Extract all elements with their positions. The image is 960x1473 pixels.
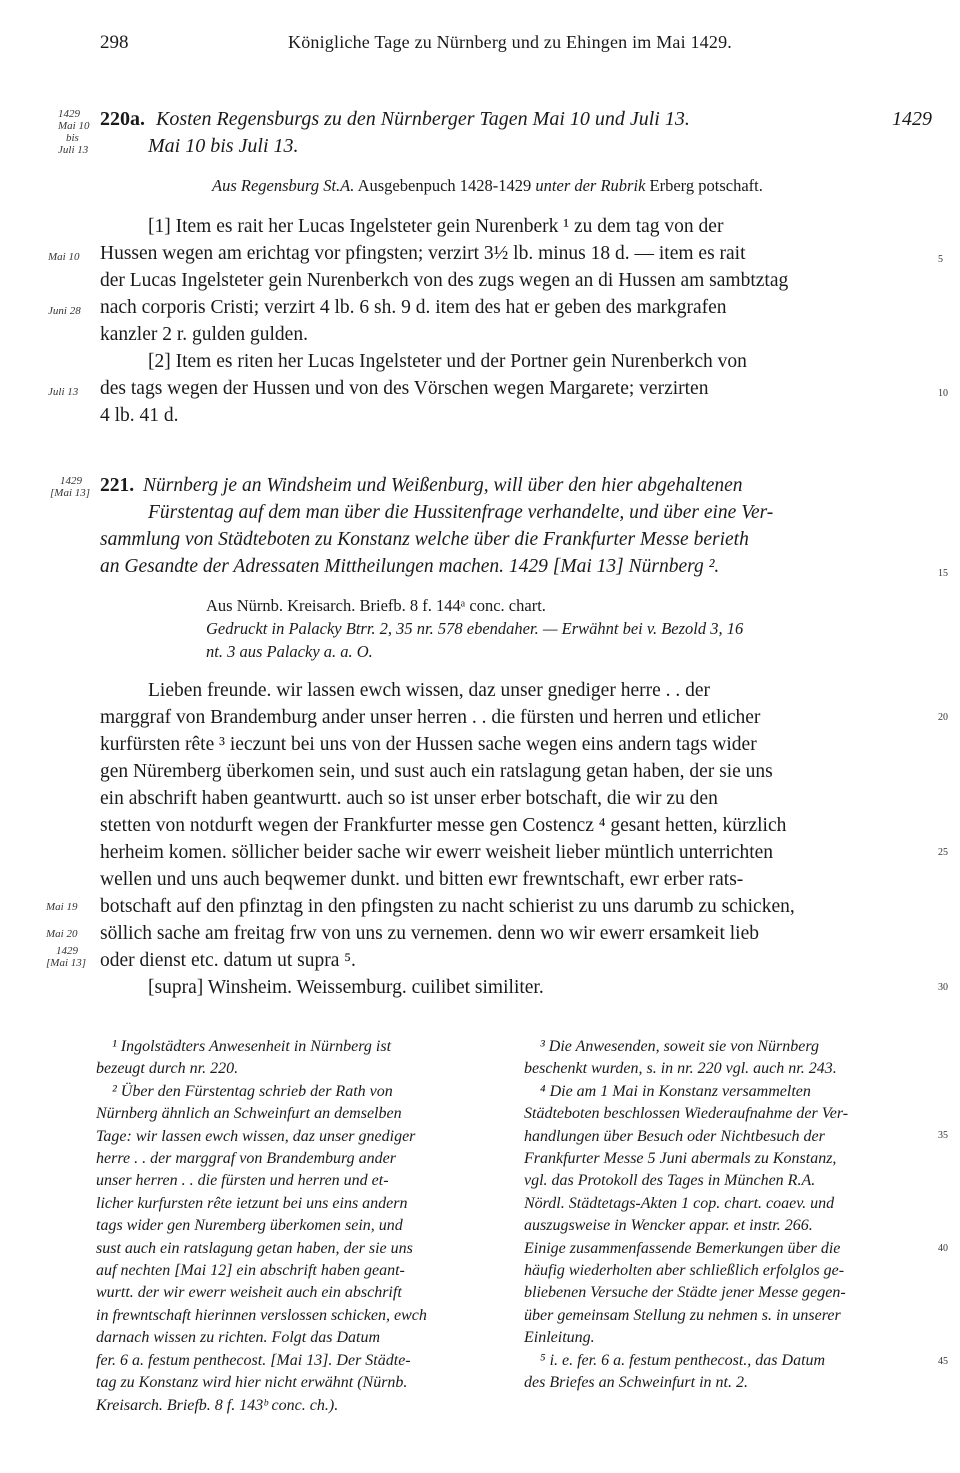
- line-number: 45: [938, 1356, 948, 1367]
- footnote-line: wurtt. der wir ewerr weisheit auch ein abschrift: [96, 1284, 402, 1302]
- doc220-number: 220a.: [100, 108, 145, 130]
- footnote-line: bezeugt durch nr. 220.: [96, 1060, 239, 1078]
- line-number: 30: [938, 982, 948, 993]
- text-line: [2] Item es riten her Lucas Ingelsteter und der Portner gein Nurenberkch von: [148, 351, 747, 372]
- footnote-line: Nürnberg ähnlich an Schweinfurt an demselben: [96, 1105, 402, 1123]
- doc221-title-line: Fürstentag auf dem man über die Hussitenfrage verhandelte, und über eine Ver-: [148, 502, 774, 523]
- text-line: [1] Item es rait her Lucas Ingelsteter gein Nurenberk ¹ zu dem tag von der: [148, 216, 724, 237]
- doc220-title-line2: Mai 10 bis Juli 13.: [148, 135, 299, 157]
- text-line: nach corporis Cristi; verzirt 4 lb. 6 sh. 9 d. item des hat er geben des markgrafen: [100, 297, 727, 318]
- doc221-title-line: an Gesandte der Adressaten Mittheilungen machen. 1429 [Mai 13] Nürnberg ².: [100, 556, 720, 577]
- line-number: 25: [938, 847, 948, 858]
- side-note: Mai 19: [46, 901, 78, 913]
- source-volume: Ausgebenpuch 1428-1429: [357, 176, 532, 195]
- footnote-line: beschenkt wurden, s. in nr. 220 vgl. auch nr. 243.: [524, 1060, 837, 1078]
- footnote-line: Nördl. Städtetags-Akten 1 cop. chart. coaev. und: [524, 1194, 835, 1212]
- side-note: 1429: [56, 945, 78, 957]
- footnote-line: Kreisarch. Briefb. 8 f. 143ᵇ conc. ch.).: [96, 1396, 339, 1414]
- footnote-line: Einige zusammenfassende Bemerkungen über die: [524, 1239, 841, 1257]
- footnotes-right: [524, 1036, 930, 1395]
- source-line: nt. 3 aus Palacky a. a. O.: [206, 642, 373, 661]
- line-number: 15: [938, 568, 948, 579]
- doc221-number: 221.: [100, 475, 135, 496]
- margin-date-line: bis: [66, 132, 79, 144]
- doc220-body: [100, 213, 932, 429]
- text-line: kurfürsten rête ³ ieczunt bei uns von der Hussen sache wegen eins andern tags wider: [100, 734, 757, 755]
- footnote-line: auf nechten [Mai 12] ein abschrift haben geant-: [96, 1262, 405, 1280]
- text-line: oder dienst etc. datum ut supra ⁵.: [100, 950, 356, 971]
- footnote-line: über gemeinsam Stellung zu nehmen s. in unserer: [524, 1306, 841, 1324]
- text-line: söllich sache am freitag frw von uns zu vernemen. denn wo wir ewerr ersamkeit lieb: [100, 923, 759, 944]
- text-line: [supra] Winsheim. Weissemburg. cuilibet similiter.: [148, 977, 544, 998]
- source-line: Aus Nürnb. Kreisarch. Briefb. 8 f. 144ᵃ conc. chart.: [206, 596, 546, 615]
- text-line: gen Nüremberg überkomen sein, und sust auch ein ratslagung getan haben, der sie uns: [100, 761, 773, 782]
- footnote-line: häufig wiederholten aber schließlich erfolglos ge-: [524, 1262, 845, 1280]
- footnote-line: tag zu Konstanz wird hier nicht erwähnt (Nürnb.: [96, 1374, 408, 1392]
- footnote-line: vgl. das Protokoll des Tages in München R.A.: [524, 1172, 816, 1190]
- footnote-line: ¹ Ingolstädters Anwesenheit in Nürnberg ist: [112, 1038, 392, 1055]
- text-line: kanzler 2 r. gulden gulden.: [100, 324, 308, 345]
- side-note: [Mai 13]: [46, 957, 87, 969]
- text-line: 4 lb. 41 d.: [100, 405, 179, 426]
- text-line: wellen und uns auch beqwemer dunkt. und bitten ewr frewntschaft, ewr erber rats-: [100, 869, 744, 890]
- text-line: herheim komen. söllicher beider sache wir ewerr weisheit lieber müntlich unterrichten: [100, 842, 774, 863]
- side-note: Juli 13: [48, 386, 79, 398]
- doc220-title: Kosten Regensburgs zu den Nürnberger Tagen Mai 10 und Juli 13.: [156, 108, 690, 130]
- line-number: 5: [938, 254, 943, 265]
- footnote-line: sust auch ein ratslagung getan haben, der sie uns: [96, 1239, 413, 1257]
- footnote-line: ⁵ i. e. fer. 6 a. festum penthecost., das Datum: [540, 1351, 826, 1369]
- source-line: Gedruckt in Palacky Btrr. 2, 35 nr. 578 ebendaher. — Erwähnt bei v. Bezold 3, 16: [206, 619, 744, 638]
- footnotes-left: [96, 1036, 498, 1417]
- text-line: marggraf von Brandemburg ander unser herren . . die fürsten und herren und etlicher: [100, 707, 761, 728]
- footnote-line: Einleitung.: [524, 1329, 595, 1347]
- footnote-line: licher kurfursten rête ietzunt bei uns eins andern: [96, 1194, 408, 1212]
- text-line: Hussen wegen am erichtag vor pfingsten; verzirt 3½ lb. minus 18 d. — item es rait: [100, 243, 746, 264]
- side-note: Juni 28: [48, 305, 81, 317]
- footnote-line: herre . . der marggraf von Brandemburg ander: [96, 1150, 396, 1168]
- margin-date-221: [50, 475, 90, 499]
- footnote-line: tags wider gen Nuremberg überkomen sein, und: [96, 1217, 403, 1235]
- text-line: ein abschrift haben geantwurtt. auch so ist unser erber botschaft, die wir zu den: [100, 788, 718, 809]
- footnote-line: fer. 6 a. festum penthecost. [Mai 13]. Der Städte-: [96, 1351, 411, 1369]
- doc221-title: Nürnberg je an Windsheim und Weißenburg, will über den hier abgehaltenen: [143, 475, 743, 496]
- footnote-line: des Briefes an Schweinfurt in nt. 2.: [524, 1374, 748, 1392]
- footnote-line: darnach wissen zu richten. Folgt das Datum: [96, 1329, 380, 1347]
- doc221-title-line: sammlung von Städteboten zu Konstanz welche über die Frankfurter Messe berieth: [100, 529, 749, 550]
- margin-date-220: [58, 108, 89, 156]
- footnote-line: Städteboten beschlossen Wiederaufnahme der Ver-: [524, 1105, 849, 1123]
- footnote-line: ³ Die Anwesenden, soweit sie von Nürnberg: [540, 1038, 819, 1055]
- footnote-line: auszugsweise in Wencker appar. et instr. 266.: [524, 1217, 813, 1235]
- text-line: botschaft auf den pfinztag in den pfingsten zu nacht schierist zu uns darumb zu schicken,: [100, 896, 795, 917]
- footnote-line: unser herren . . die fürsten und herren und et-: [96, 1172, 389, 1190]
- footnote-line: ² Über den Fürstentag schrieb der Rath von: [112, 1082, 393, 1100]
- running-title: Königliche Tage zu Nürnberg und zu Ehingen im Mai 1429.: [288, 32, 732, 52]
- text-line: der Lucas Ingelsteter gein Nurenberkch von des zugs wegen an di Hussen am sambtztag: [100, 270, 789, 291]
- line-number: 20: [938, 712, 948, 723]
- line-number: 40: [938, 1243, 948, 1254]
- margin-date-line: Juli 13: [58, 144, 89, 156]
- footnote-line: ⁴ Die am 1 Mai in Konstanz versammelten: [540, 1082, 811, 1100]
- line-number: 10: [938, 388, 948, 399]
- text-line: Lieben freunde. wir lassen ewch wissen, daz unser gnediger herre . . der: [148, 680, 711, 701]
- doc220-source: [212, 174, 763, 197]
- footnote-line: handlungen über Besuch oder Nichtbesuch der: [524, 1127, 825, 1145]
- page-number: 298: [100, 32, 129, 53]
- source-archive: Aus Regensburg St.A.: [212, 176, 355, 195]
- footnote-line: Frankfurter Messe 5 Juni abermals zu Konstanz,: [524, 1150, 837, 1168]
- margin-date-line: Mai 10: [58, 120, 90, 132]
- source-rubric-label: unter der Rubrik: [535, 176, 646, 195]
- side-note: Mai 10: [48, 251, 80, 263]
- side-note-group: [46, 945, 86, 969]
- doc220-heading: [100, 106, 932, 160]
- text-line: stetten von notdurft wegen der Frankfurter messe gen Costencz ⁴ gesant hetten, kürzlich: [100, 815, 787, 836]
- footnote-line: bliebenen Versuche der Städte jener Messe gegen-: [524, 1284, 846, 1302]
- text-line: des tags wegen der Hussen und von des Vörschen wegen Margarete; verzirten: [100, 378, 709, 399]
- footnote-line: in frewntschaft hierinnen verslossen schicken, ewch: [96, 1306, 427, 1324]
- doc221-body: [100, 677, 932, 1001]
- doc220-year: 1429: [892, 108, 932, 130]
- doc221-heading: [100, 472, 932, 580]
- side-note: Mai 20: [46, 928, 78, 940]
- source-rubric: Erberg potschaft.: [649, 176, 763, 195]
- doc221-source: [206, 594, 743, 663]
- margin-date-line: [Mai 13]: [50, 487, 91, 499]
- margin-date-line: 1429: [60, 475, 82, 487]
- line-number: 35: [938, 1130, 948, 1141]
- margin-date-line: 1429: [58, 108, 80, 120]
- footnote-line: Tage: wir lassen ewch wissen, daz unser gnediger: [96, 1127, 416, 1145]
